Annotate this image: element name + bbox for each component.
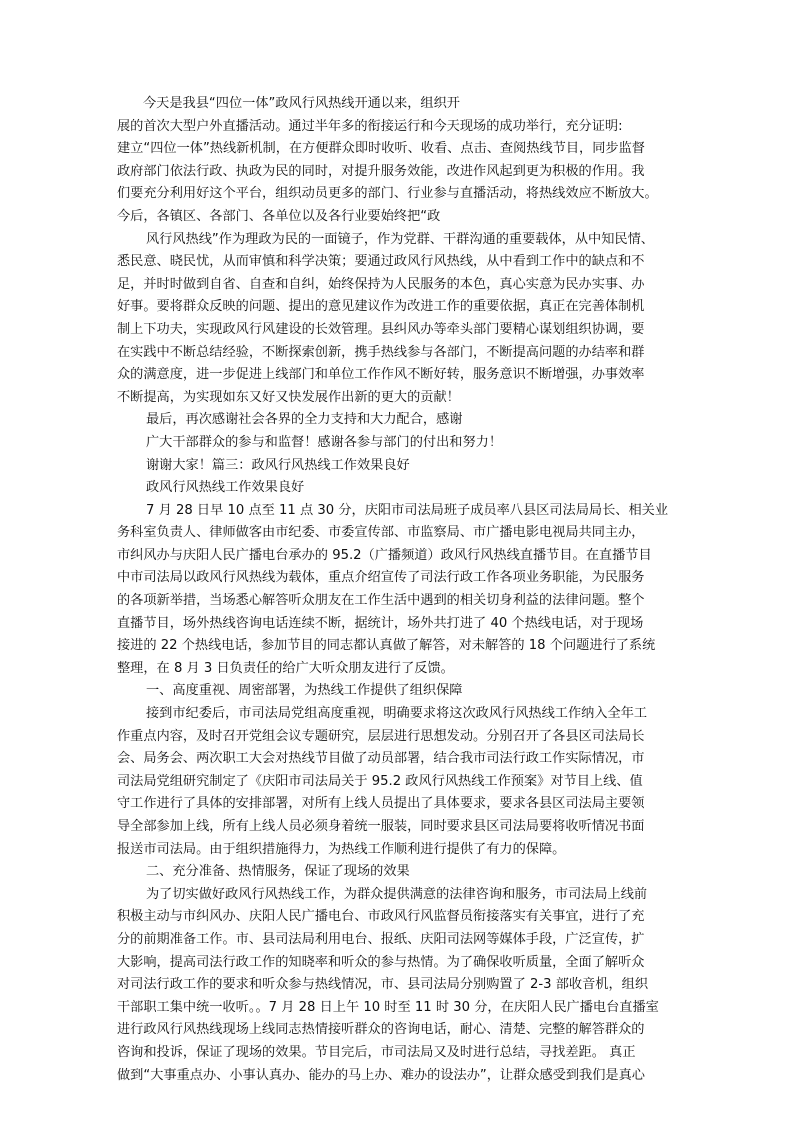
text-line: 进行政风行风热线现场上线同志热情接听群众的咨询电话，耐心、清楚、完整的解答群众的	[117, 1022, 645, 1038]
text-line: 今后，各镇区、各部门、各单位以及各行业要始终把“政	[117, 208, 441, 224]
text-line: 在实践中不断总结经验，不断探索创新，携手热线参与各部门，不断提高问题的办结率和群	[117, 344, 645, 360]
document-body	[117, 93, 679, 1087]
text-line: 为了切实做好政风行风热线工作，为群众提供满意的法律咨询和服务，市司法局上线前	[146, 886, 648, 902]
text-line: 咨询和投诉，保证了现场的效果。节目完后，市司法局又及时进行总结，寻找差距。 真正	[117, 1044, 636, 1060]
text-line: 市纠风办与庆阳人民广播电台承办的 95.2（广播频道）政风行风热线直播节目。在直播节目	[117, 547, 652, 563]
text-line: 积极主动与市纠风办、庆阳人民广播电台、市政风行风监督员衔接落实有关事宜，进行了充	[117, 909, 645, 925]
text-line: 中市司法局以政风行风热线为载体，重点介绍宣传了司法行政工作各项业务职能，为民服务	[117, 570, 645, 586]
text-line: 政府部门依法行政、执政为民的同时，对提升服务效能，改进作风起到更为积极的作用。我	[117, 163, 645, 179]
text-line: 守工作进行了具体的安排部署，对所有上线人员提出了具体要求，要求各县区司法局主要领	[117, 796, 645, 812]
text-line: 好事。要将群众反映的问题、提出的意见建议作为改进工作的重要依据，真正在完善体制机	[117, 299, 645, 315]
text-line: 务科室负责人、律师做客由市纪委、市委宣传部、市监察局、市广播电影电视局共同主办，	[117, 525, 645, 541]
text-line: 谢谢大家！篇三：政风行风热线工作效果良好	[146, 457, 410, 473]
text-line: 做到“大事重点办、小事认真办、能办的马上办、难办的设法办”，让群众感受到我们是真心	[117, 1067, 645, 1083]
text-line: 风行风热线”作为理政为民的一面镜子，作为党群、干群沟通的重要载体，从中知民情、	[146, 231, 654, 247]
text-line: 今天是我县“四位一体”政风行风热线开通以来，组织开	[143, 96, 460, 111]
text-line: 广大干部群众的参与和监督！感谢各参与部门的付出和努力！	[146, 434, 503, 450]
text-line: 直播节目，场外热线咨询电话连续不断，据统计，场外共打进了 40 个热线电话，对于现场	[117, 615, 644, 631]
text-line: 干部职工集中统一收听。。7 月 28 日上午 10 时至 11 时 30 分，在庆阳人民广播电台直播室	[117, 999, 659, 1015]
text-line: 展的首次大型户外直播活动。通过半年多的衔接运行和今天现场的成功举行，充分证明:	[117, 118, 623, 134]
text-line: 接到市纪委后，市司法局党组高度重视，明确要求将这次政风行风热线工作纳入全年工	[146, 706, 648, 722]
text-line: 悉民意、晓民忧，从而审慎和科学决策；要通过政风行风热线，从中看到工作中的缺点和不	[117, 254, 645, 270]
text-line: 司法局党组研究制定了《庆阳市司法局关于 95.2 政风行风热线工作预案》对节目上线、值	[117, 773, 643, 789]
text-line: 7 月 28 日早 10 点至 11 点 30 分，庆阳市司法局班子成员率八县区司法局局长、相关业	[146, 502, 669, 518]
text-line: 会、局务会、两次职工大会对热线节目做了动员部署，结合我市司法行政工作实际情况，市	[117, 751, 645, 767]
text-line: 最后，再次感谢社会各界的全力支持和大力配合，感谢	[146, 412, 463, 428]
text-line: 建立“四位一体”热线新机制，在方便群众即时收听、收看、点击、查阅热线节目，同步监督	[117, 141, 645, 157]
text-line: 们要充分利用好这个平台，组织动员更多的部门、行业参与直播活动，将热线效应不断放大。	[117, 186, 658, 202]
text-line: 导全部参加上线，所有上线人员必须身着统一服装，同时要求县区司法局要将收听情况书面	[117, 819, 645, 834]
text-line: 对司法行政工作的要求和听众参与热线情况，市、县司法局分别购置了 2-3 部收音机，组织	[117, 977, 649, 993]
text-line: 的各项新举措，当场悉心解答听众朋友在工作生活中遇到的相关切身利益的法律问题。整个	[117, 593, 645, 609]
text-line: 报送市司法局。由于组织措施得力，为热线工作顺利进行提供了有力的保障。	[117, 841, 566, 857]
text-line: 接进的 22 个热线电话，参加节目的同志都认真做了解答，对未解答的 18 个问题进行了系统	[117, 638, 656, 654]
text-line: 不断提高，为实现如东又好又快发展作出新的更大的贡献！	[117, 389, 460, 405]
text-line: 二、充分准备、热情服务，保证了现场的效果	[146, 864, 410, 880]
text-line: 整理，在 8 月 3 日负责任的给广大听众朋友进行了反馈。	[117, 660, 454, 676]
text-line: 众的满意度，进一步促进上线部门和单位工作作风不断好转，服务意识不断增强，办事效率	[117, 367, 645, 383]
text-line: 制上下功夫，实现政风行风建设的长效管理。县纠风办等牵头部门要精心谋划组织协调，要	[117, 321, 645, 337]
text-line: 政风行风热线工作效果良好	[146, 480, 305, 496]
text-line: 一、高度重视、周密部署，为热线工作提供了组织保障	[146, 683, 463, 699]
text-line: 大影响，提高司法行政工作的知晓率和听众的参与热情。为了确保收听质量，全面了解听众	[117, 954, 645, 970]
text-line: 足，并时时做到自省、自查和自纠，始终保持为人民服务的本色，真心实意为民办实事、办	[117, 276, 645, 292]
text-line: 作重点内容，及时召开党组会议专题研究，层层进行思想发动。分别召开了各县区司法局长	[117, 728, 645, 744]
text-line: 分的前期准备工作。市、县司法局利用电台、报纸、庆阳司法网等媒体手段，广泛宣传，扩	[117, 931, 645, 947]
